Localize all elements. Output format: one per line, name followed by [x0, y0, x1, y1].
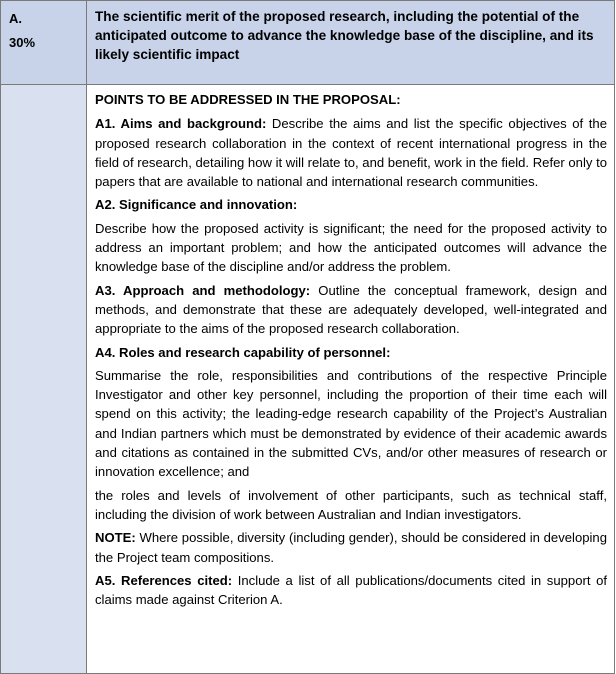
a2-text: Describe how the proposed activity is significant; the need for the proposed activity to address an important problem; and how the anticipated outcomes will advance the knowledge base of the discipline and/or address the problem.	[95, 220, 607, 275]
note-text: Where possible, diversity (including gender), should be considered in developing the Project team compositions.	[95, 530, 607, 565]
a5-paragraph	[95, 571, 607, 610]
a4-heading: A4. Roles and research capability of personnel:	[95, 344, 391, 360]
criterion-weight: 30%	[9, 35, 36, 50]
criterion-body	[87, 85, 615, 674]
a1-paragraph	[95, 114, 607, 191]
a1-heading: A1. Aims and background:	[95, 116, 267, 132]
criterion-body-row	[1, 85, 615, 674]
a3-paragraph	[95, 281, 607, 339]
points-heading: POINTS TO BE ADDRESSED IN THE PROPOSAL:	[95, 92, 401, 107]
a2-heading: A2. Significance and innovation:	[95, 197, 298, 213]
a5-text: Include a list of all publications/documents cited in support of claims made against Criterion A.	[95, 572, 607, 608]
criterion-label-cell	[1, 1, 87, 85]
note-paragraph	[95, 528, 607, 567]
a3-text: Outline the conceptual framework, design and methods, and demonstrate that these are adequately developed, well-integrated and appropriate to the aims of the proposed research collaboration.	[95, 282, 607, 337]
a1-text: Describe the aims and list the specific objectives of the proposed research collaboration in the context of recent international progress in the field of research, detailing how it will relate to, and benefit, work in the field. Refer only to papers that are available to national and international research communities.	[95, 116, 607, 190]
criterion-title: The scientific merit of the proposed research, including the potential of the anticipated outcome to advance the knowledge base of the discipline, and its likely scientific impact	[87, 1, 615, 85]
criterion-body-spacer	[1, 85, 87, 674]
note-heading: NOTE:	[95, 530, 136, 546]
criterion-header-row	[1, 1, 615, 85]
criterion-label: A.	[9, 11, 22, 26]
a3-heading: A3. Approach and methodology:	[95, 282, 311, 298]
a4-text-1: Summarise the role, responsibilities and contributions of the respective Principle Investigator and other key personnel, including the proportion of their time each will spend on this activity; the leading-edge research capability of the Project’s Australian and Indian partners which must be demonstrated by evidence of their academic awards and citations as contained in the submitted CVs, and/or other measures of research or innovation excellence; and	[95, 367, 607, 480]
a5-heading: A5. References cited:	[95, 572, 233, 588]
a4-text-2: the roles and levels of involvement of other participants, such as technical staff, including the division of work between Australian and Indian investigators.	[95, 487, 607, 522]
